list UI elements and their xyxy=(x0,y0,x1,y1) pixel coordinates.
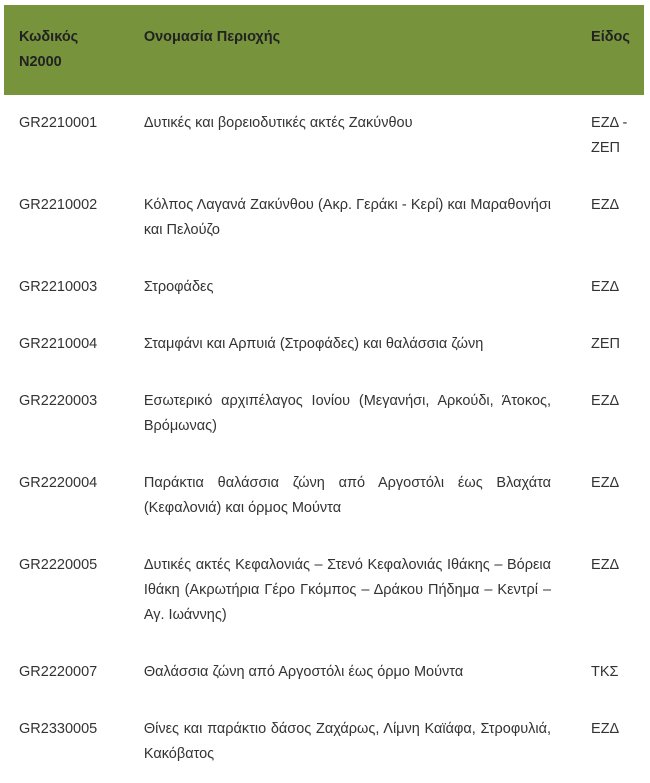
cell-code: GR2210003 xyxy=(19,279,98,295)
cell-type: ΕΖΔ xyxy=(591,475,620,491)
cell-type: ΕΖΔ xyxy=(591,279,620,295)
header-type: Είδος xyxy=(578,5,644,95)
table-row xyxy=(4,701,644,783)
cell-name: Στροφάδες xyxy=(143,279,214,295)
cell-type: ΕΖΔ xyxy=(591,197,620,213)
cell-name: Θαλάσσια ζώνη από Αργοστόλι έως όρμο Μούντα xyxy=(143,664,464,680)
cell-name: Δυτικές και βορειοδυτικές ακτές Ζακύνθου xyxy=(143,115,413,131)
table-row xyxy=(4,316,644,373)
table-row xyxy=(4,644,644,701)
cell-code: GR2220003 xyxy=(19,393,98,409)
header-code: Κωδικός N2000 xyxy=(4,5,129,95)
table-row xyxy=(4,95,644,177)
cell-code: GR2220007 xyxy=(19,664,98,680)
header-name: Ονομασία Περιοχής xyxy=(129,5,578,95)
cell-code: GR2210001 xyxy=(19,115,98,131)
cell-name: Δυτικές ακτές Κεφαλονιάς – Στενό Κεφαλονιάς Ιθάκης – Βόρεια Ιθάκη (Ακρωτήρια Γέρο Γκόμπος – Δράκου Πήδημα – Κεντρί – Αγ. Ιωάννης) xyxy=(143,557,552,623)
table-row xyxy=(4,537,644,644)
table-row xyxy=(4,177,644,259)
cell-code: GR2220005 xyxy=(19,557,98,573)
table-row xyxy=(4,259,644,316)
cell-type: ΕΖΔ xyxy=(591,557,620,573)
cell-name: Εσωτερικό αρχιπέλαγος Ιονίου (Μεγανήσι, Αρκούδι, Άτοκος, Βρόμωνας) xyxy=(143,393,552,434)
table-row xyxy=(4,373,644,455)
natura-sites-table xyxy=(4,5,644,783)
cell-code: GR2220004 xyxy=(19,475,98,491)
cell-name: Θίνες και παράκτιο δάσος Ζαχάρως, Λίμνη Καϊάφα, Στροφυλιά, Κακόβατος xyxy=(143,721,552,762)
cell-code: GR2330005 xyxy=(19,721,98,737)
cell-type: ΕΖΔ - ΖΕΠ xyxy=(591,115,628,156)
table-row xyxy=(4,455,644,537)
table-header-row xyxy=(4,5,644,95)
cell-type: ΕΖΔ xyxy=(591,721,620,737)
cell-type: ΕΖΔ xyxy=(591,393,620,409)
cell-name: Παράκτια θαλάσσια ζώνη από Αργοστόλι έως Βλαχάτα (Κεφαλονιά) και όρμος Μούντα xyxy=(143,475,552,516)
cell-code: GR2210004 xyxy=(19,336,98,352)
cell-type: ΤΚΣ xyxy=(591,664,619,680)
cell-code: GR2210002 xyxy=(19,197,98,213)
cell-name: Σταμφάνι και Αρπυιά (Στροφάδες) και θαλάσσια ζώνη xyxy=(143,336,484,352)
cell-name: Κόλπος Λαγανά Ζακύνθου (Ακρ. Γεράκι - Κερί) και Μαραθονήσι και Πελούζο xyxy=(143,197,552,238)
cell-type: ΖΕΠ xyxy=(591,336,621,352)
